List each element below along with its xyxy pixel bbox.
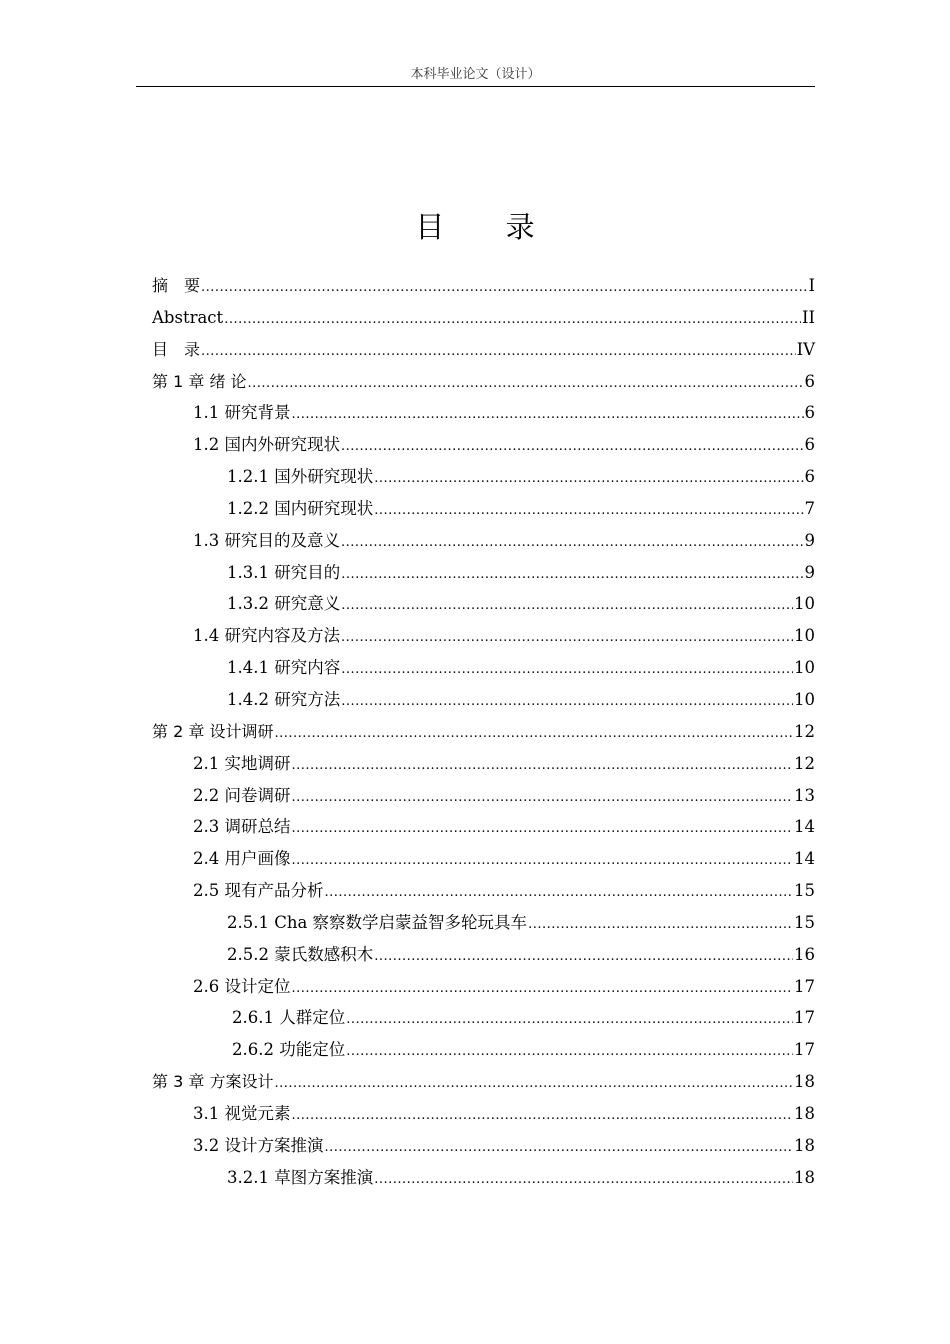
toc-entry-page-number: 17 xyxy=(794,1008,815,1028)
toc-entry-title: 2.3 调研总结 xyxy=(193,817,291,837)
toc-entry-page-number: 7 xyxy=(804,498,815,518)
toc-entry-page-number: 6 xyxy=(804,435,815,455)
toc-entry-title: 1.3.2 研究意义 xyxy=(227,594,341,614)
toc-dot-leader xyxy=(292,845,794,877)
toc-dot-leader xyxy=(292,399,804,431)
toc-entry-page-number: 18 xyxy=(794,1135,815,1155)
toc-entry[interactable] xyxy=(152,811,815,843)
toc-entry[interactable] xyxy=(152,1130,815,1162)
toc-entry[interactable] xyxy=(152,493,815,525)
toc-dot-leader xyxy=(341,622,793,654)
toc-dot-leader xyxy=(325,877,794,909)
toc-entry-page-number: II xyxy=(801,307,815,327)
toc-entry-page-number: 18 xyxy=(794,1072,815,1092)
toc-dot-leader xyxy=(292,973,794,1005)
toc-entry-title: 3.2.1 草图方案推演 xyxy=(227,1167,374,1187)
page-title: 目 录 xyxy=(415,210,561,244)
toc-entry-page-number: IV xyxy=(796,339,815,359)
toc-entry-title: 2.6.1 人群定位 xyxy=(232,1008,346,1028)
toc-entry-title: 2.6.2 功能定位 xyxy=(232,1040,346,1060)
toc-entry-page-number: 17 xyxy=(794,1040,815,1060)
toc-entry-title: 2.5.2 蒙氏数感积木 xyxy=(227,944,374,964)
toc-entry-page-number: 18 xyxy=(794,1103,815,1123)
toc-entry-title: 第 3 章 方案设计 xyxy=(152,1072,274,1092)
toc-entry[interactable] xyxy=(152,716,815,748)
toc-dot-leader xyxy=(374,941,793,973)
toc-entry[interactable] xyxy=(152,1066,815,1098)
toc-entry-title: 1.4.1 研究内容 xyxy=(227,658,341,678)
toc-dot-leader xyxy=(201,272,807,304)
toc-entry[interactable] xyxy=(152,429,815,461)
toc-dot-leader xyxy=(341,590,793,622)
toc-entry[interactable] xyxy=(152,461,815,493)
toc-entry-title: 3.1 视觉元素 xyxy=(193,1103,291,1123)
toc-entry-page-number: 17 xyxy=(794,976,815,996)
toc-entry-title: 1.2.2 国内研究现状 xyxy=(227,498,374,518)
toc-entry[interactable] xyxy=(152,588,815,620)
toc-dot-leader xyxy=(341,654,793,686)
toc-dot-leader xyxy=(292,1100,794,1132)
toc-entry[interactable] xyxy=(152,1034,815,1066)
toc-entry-title: 2.5 现有产品分析 xyxy=(193,881,324,901)
toc-entry-title: 1.3.1 研究目的 xyxy=(227,562,341,582)
toc-entry[interactable] xyxy=(152,302,815,334)
toc-entry-page-number: 10 xyxy=(794,689,815,709)
toc-entry[interactable] xyxy=(152,907,815,939)
toc-dot-leader xyxy=(274,1068,793,1100)
toc-entry[interactable] xyxy=(152,971,815,1003)
toc-entry[interactable] xyxy=(152,1098,815,1130)
toc-entry-page-number: 12 xyxy=(794,753,815,773)
toc-dot-leader xyxy=(341,559,803,591)
toc-entry[interactable] xyxy=(152,525,815,557)
toc-entry-title: 1.2.1 国外研究现状 xyxy=(227,467,374,487)
toc-dot-leader xyxy=(325,1132,794,1164)
toc-entry-title: 摘 要 xyxy=(152,276,201,295)
toc-entry-title: Abstract xyxy=(152,307,224,327)
toc-entry-title: 1.4 研究内容及方法 xyxy=(193,626,340,646)
toc-entry-page-number: 6 xyxy=(804,371,815,391)
toc-dot-leader xyxy=(292,782,794,814)
toc-entry-title: 2.1 实地调研 xyxy=(193,753,291,773)
toc-entry-page-number: 15 xyxy=(794,881,815,901)
toc-entry[interactable] xyxy=(152,334,815,366)
toc-entry-page-number: 6 xyxy=(804,403,815,423)
table-of-contents xyxy=(152,270,815,1193)
toc-entry-page-number: 13 xyxy=(794,785,815,805)
toc-entry-page-number: 18 xyxy=(794,1167,815,1187)
toc-entry-page-number: 14 xyxy=(794,849,815,869)
toc-entry[interactable] xyxy=(152,366,815,398)
toc-entry-title: 1.3 研究目的及意义 xyxy=(193,530,340,550)
toc-entry[interactable] xyxy=(152,939,815,971)
toc-entry-page-number: 15 xyxy=(794,912,815,932)
toc-dot-leader xyxy=(341,431,804,463)
header-text: 本科毕业论文（设计） xyxy=(410,67,541,82)
toc-entry[interactable] xyxy=(152,780,815,812)
toc-entry[interactable] xyxy=(152,1002,815,1034)
toc-entry-page-number: 10 xyxy=(794,658,815,678)
toc-dot-leader xyxy=(346,1004,793,1036)
toc-entry-title: 3.2 设计方案推演 xyxy=(193,1135,324,1155)
toc-entry[interactable] xyxy=(152,843,815,875)
toc-entry-page-number: 6 xyxy=(804,467,815,487)
toc-dot-leader xyxy=(346,1036,793,1068)
toc-entry-page-number: 10 xyxy=(794,626,815,646)
toc-dot-leader xyxy=(528,909,793,941)
toc-dot-leader xyxy=(292,813,794,845)
toc-entry-title: 目 录 xyxy=(152,339,201,359)
toc-dot-leader xyxy=(341,527,804,559)
toc-dot-leader xyxy=(374,463,803,495)
toc-entry[interactable] xyxy=(152,557,815,589)
toc-entry[interactable] xyxy=(152,620,815,652)
toc-entry[interactable] xyxy=(152,875,815,907)
toc-entry-page-number: 10 xyxy=(794,594,815,614)
toc-entry-title: 2.5.1 Cha 察察数学启蒙益智多轮玩具车 xyxy=(227,912,528,932)
toc-entry[interactable] xyxy=(152,652,815,684)
toc-dot-leader xyxy=(292,750,794,782)
toc-entry[interactable] xyxy=(152,684,815,716)
toc-entry-page-number: 14 xyxy=(794,817,815,837)
page-header xyxy=(136,64,815,87)
toc-dot-leader xyxy=(201,336,796,368)
toc-entry-title: 1.4.2 研究方法 xyxy=(227,689,341,709)
toc-entry-page-number: I xyxy=(808,276,815,295)
toc-entry-page-number: 16 xyxy=(794,944,815,964)
toc-entry[interactable] xyxy=(152,1162,815,1194)
toc-entry-page-number: 12 xyxy=(794,721,815,741)
toc-entry-title: 2.4 用户画像 xyxy=(193,849,291,869)
toc-dot-leader xyxy=(374,1164,793,1196)
toc-dot-leader xyxy=(224,304,801,336)
toc-dot-leader xyxy=(374,495,803,527)
toc-entry-title: 第 2 章 设计调研 xyxy=(152,721,274,741)
toc-dot-leader xyxy=(248,368,804,400)
toc-entry[interactable] xyxy=(152,270,815,302)
toc-entry-title: 2.2 问卷调研 xyxy=(193,785,291,805)
toc-dot-leader xyxy=(341,686,793,718)
toc-dot-leader xyxy=(274,718,793,750)
toc-entry-title: 1.2 国内外研究现状 xyxy=(193,435,340,455)
toc-entry-page-number: 9 xyxy=(804,562,815,582)
toc-entry-page-number: 9 xyxy=(804,530,815,550)
toc-entry-title: 2.6 设计定位 xyxy=(193,976,291,996)
toc-entry[interactable] xyxy=(152,748,815,780)
toc-entry-title: 第 1 章 绪 论 xyxy=(152,371,247,391)
toc-entry[interactable] xyxy=(152,397,815,429)
toc-entry-title: 1.1 研究背景 xyxy=(193,403,291,423)
